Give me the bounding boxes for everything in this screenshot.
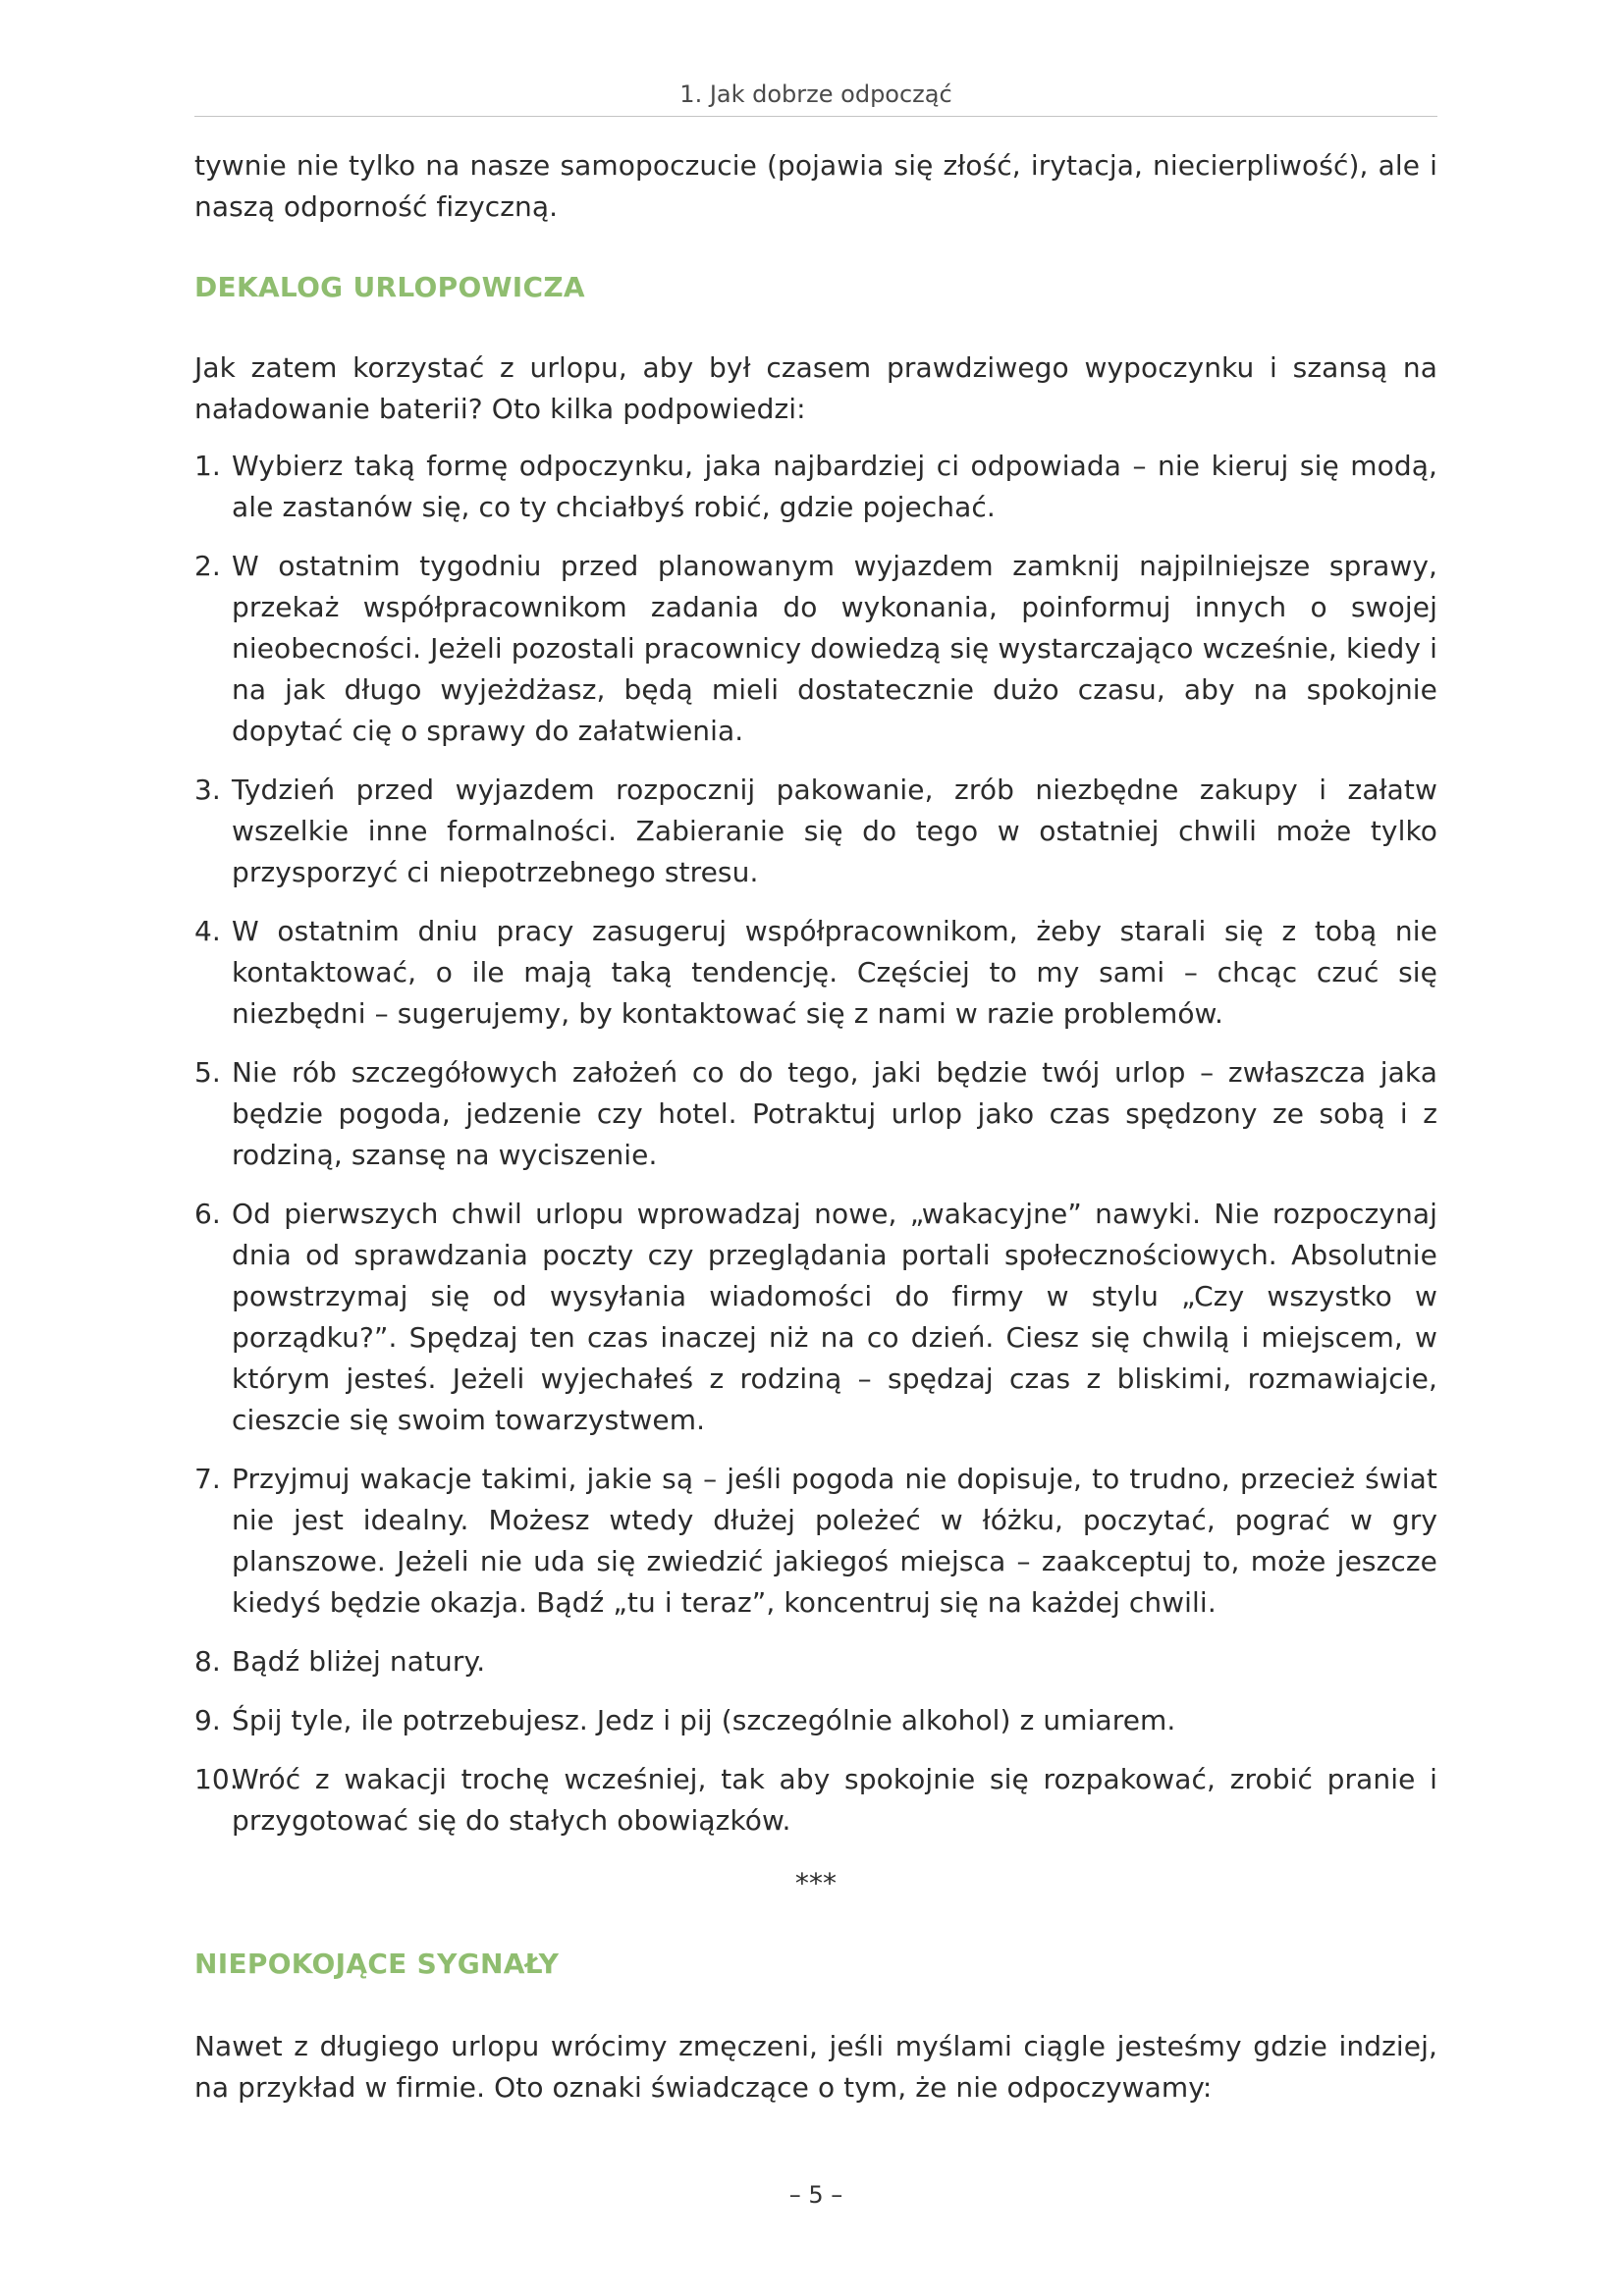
list-item-text: W ostatnim dniu pracy zasugeruj współpracownikom, żeby starali się z tobą nie kontaktować, o ile mają taką tendencję. Częściej to my sami – chcąc czuć się niezbędni – sugerujemy, by kontaktować się z nami w razie problemów.	[232, 915, 1437, 1030]
section-heading-dekalog: DEKALOG URLOPOWICZA	[194, 271, 585, 303]
continuation-paragraph: tywnie nie tylko na nasze samopoczucie (pojawia się złość, irytacja, niecierpliwość), ale i naszą odporność fizyczną.	[194, 149, 1437, 223]
section-intro-paragraph: Nawet z długiego urlopu wrócimy zmęczeni, jeśli myślami ciągle jesteśmy gdzie indziej, na przykład w firmie. Oto oznaki świadczące o tym, że nie odpoczywamy:	[194, 2030, 1437, 2104]
list-item	[194, 1052, 1437, 1176]
list-item-number: 1.	[194, 450, 221, 482]
list-item-number: 9.	[194, 1704, 221, 1736]
section-heading-sygnaly: NIEPOKOJĄCE SYGNAŁY	[194, 1948, 560, 1980]
list-item	[194, 911, 1437, 1035]
list-item-number: 3.	[194, 774, 221, 806]
list-item-number: 5.	[194, 1056, 221, 1089]
list-item-number: 8.	[194, 1645, 221, 1678]
list-item-text: Przyjmuj wakacje takimi, jakie są – jeśli pogoda nie dopisuje, to trudno, przecież świat nie jest idealny. Możesz wtedy dłużej poleżeć w łóżku, poczytać, pograć w gry planszowe. Jeżeli nie uda się zwiedzić jakiegoś miejsca – zaakceptuj to, może jeszcze kiedyś będzie okazja. Bądź „tu i teraz”, koncentruj się na każdej chwili.	[232, 1463, 1437, 1619]
list-item-text: Bądź bliżej natury.	[232, 1645, 486, 1678]
page-number: – 5 –	[788, 2181, 843, 2209]
list-item	[194, 1641, 1437, 1682]
header-divider	[194, 116, 1437, 117]
list-item	[194, 770, 1437, 893]
section-intro-paragraph: Jak zatem korzystać z urlopu, aby był czasem prawdziwego wypoczynku i szansą na naładowanie baterii? Oto kilka podpowiedzi:	[194, 351, 1437, 425]
list-item-number: 10.	[194, 1763, 239, 1795]
list-item-number: 2.	[194, 550, 221, 582]
section-separator: ***	[794, 1867, 838, 1899]
list-item-number: 7.	[194, 1463, 221, 1495]
list-item	[194, 546, 1437, 752]
running-header: 1. Jak dobrze odpocząć	[679, 80, 952, 108]
list-item	[194, 1459, 1437, 1624]
list-item-text: Od pierwszych chwil urlopu wprowadzaj nowe, „wakacyjne” nawyki. Nie rozpoczynaj dnia od sprawdzania poczty czy przeglądania portali społecznościowych. Absolutnie powstrzymaj się od wysyłania wiadomości do firmy w stylu „Czy wszystko w porządku?”. Spędzaj ten czas inaczej niż na co dzień. Ciesz się chwilą i miejscem, w którym jesteś. Jeżeli wyjechałeś z rodziną – spędzaj czas z bliskimi, rozmawiajcie, cieszcie się swoim towarzystwem.	[232, 1198, 1437, 1436]
list-item-number: 4.	[194, 915, 221, 947]
list-item-text: Nie rób szczegółowych założeń co do tego, jaki będzie twój urlop – zwłaszcza jaka będzie pogoda, jedzenie czy hotel. Potraktuj urlop jako czas spędzony ze sobą i z rodziną, szansę na wyciszenie.	[232, 1056, 1437, 1171]
list-item-text: Śpij tyle, ile potrzebujesz. Jedz i pij (szczególnie alkohol) z umiarem.	[232, 1704, 1176, 1736]
list-item	[194, 446, 1437, 528]
tips-list	[194, 446, 1437, 1842]
list-item-text: W ostatnim tygodniu przed planowanym wyjazdem zamknij najpilniejsze sprawy, przekaż współpracownikom zadania do wykonania, poinformuj innych o swojej nieobecności. Jeżeli pozostali pracownicy dowiedzą się wystarczająco wcześnie, kiedy i na jak długo wyjeżdżasz, będą mieli dostatecznie dużo czasu, aby na spokojnie dopytać cię o sprawy do załatwienia.	[232, 550, 1437, 747]
list-item-text: Tydzień przed wyjazdem rozpocznij pakowanie, zrób niezbędne zakupy i załatw wszelkie inne formalności. Zabieranie się do tego w ostatniej chwili może tylko przysporzyć ci niepotrzebnego stresu.	[232, 774, 1437, 888]
list-item-text: Wróć z wakacji trochę wcześniej, tak aby spokojnie się rozpakować, zrobić pranie i przygotować się do stałych obowiązków.	[232, 1763, 1437, 1837]
page-body	[194, 145, 1437, 2109]
list-item-text: Wybierz taką formę odpoczynku, jaka najbardziej ci odpowiada – nie kieruj się modą, ale zastanów się, co ty chciałbyś robić, gdzie pojechać.	[232, 450, 1437, 523]
list-item	[194, 1700, 1437, 1741]
list-item	[194, 1194, 1437, 1441]
list-item-number: 6.	[194, 1198, 221, 1230]
list-item	[194, 1759, 1437, 1842]
